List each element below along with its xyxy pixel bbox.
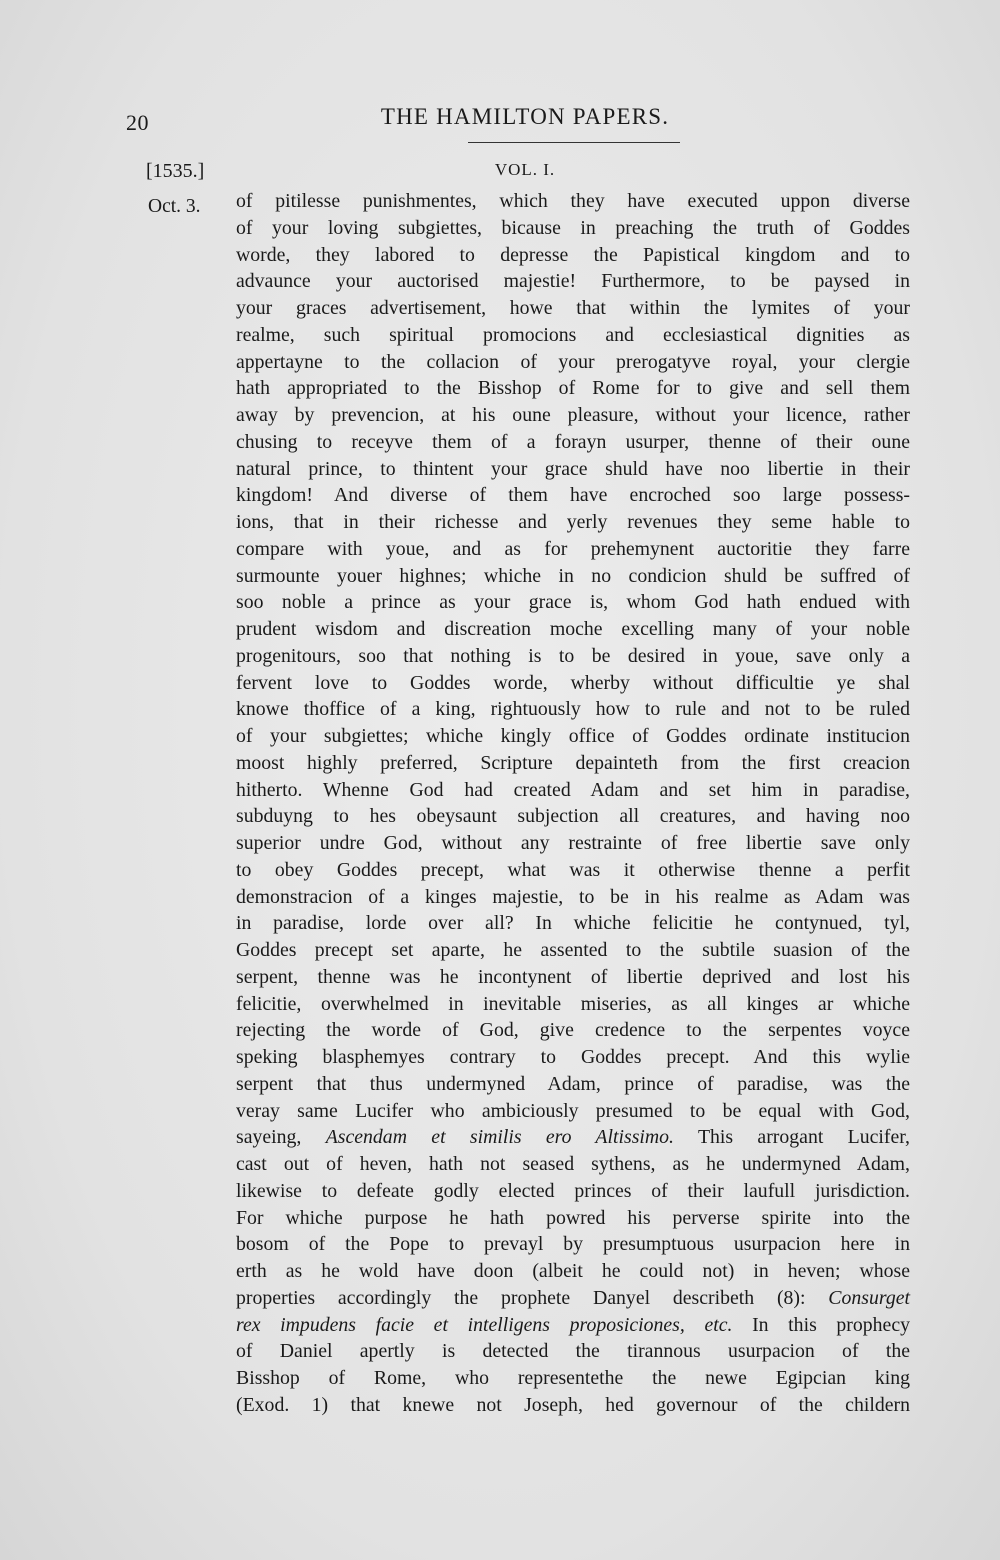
text-segment: advaunce your auctorised majestie! Furthermore, to be paysed in [236,270,910,293]
text-line [236,1285,910,1312]
page-number: 20 [126,110,149,135]
text-segment: moost highly preferred, Scripture depainteth from the first creacion [236,751,910,774]
text-line [236,482,910,509]
text-line [236,750,910,777]
text-line [236,643,910,670]
text-line [236,589,910,616]
text-segment: in paradise, lorde over all? In whiche felicitie he contynued, tyl, [236,912,910,935]
text-segment: Bisshop of Rome, who representethe the newe Egipcian king [236,1367,910,1389]
year-marker: [1535.] [146,160,205,182]
text-line [236,349,910,376]
header-rule [468,142,680,143]
body-text [236,188,910,1419]
text-segment: For whiche purpose he hath powred his perverse spirite into the [236,1206,910,1229]
text-segment: knowe thoffice of a king, rightuously how to rule and not to be ruled [236,698,910,721]
text-line [236,857,910,884]
text-segment: natural prince, to thintent your grace shuld have noo libertie in their [236,457,910,480]
text-line [236,777,910,804]
running-title: THE HAMILTON PAPERS. [380,104,670,129]
text-line [236,1151,910,1178]
text-segment: worde, they labored to depresse the Papistical kingdom and to [236,243,910,266]
text-line [236,991,910,1018]
text-segment: cast out of heven, hath not seased sythens, as he undermyned Adam, [236,1153,910,1175]
text-segment: of your subgiettes; whiche kingly office of Goddes ordinate institucion [236,725,910,747]
text-segment: surmounte youer highnes; whiche in no condicion shuld be suffred of [236,564,910,587]
text-segment: fervent love to Goddes worde, wherby without difficultie ye shal [236,671,910,694]
text-line [236,1044,910,1071]
text-line [236,723,910,750]
text-segment: serpent, thenne was he incontynent of libertie deprived and lost his [236,965,910,988]
text-line [236,670,910,697]
text-line [236,1124,910,1151]
latin-quotation: Ascendam et similis ero Altissimo. [325,1126,675,1149]
margin-date: Oct. 3. [148,196,201,217]
text-segment: of pitilesse punishmentes, which they have executed uppon diverse [236,190,910,212]
text-line [236,1071,910,1098]
text-segment: In this prophecy [732,1313,910,1336]
text-segment: properties accordingly the prophete Danyel describeth (8): [236,1286,829,1309]
text-segment: hitherto. Whenne God had created Adam and set him in paradise, [236,778,910,801]
text-line [236,429,910,456]
text-line [236,456,910,483]
text-line [236,1338,910,1365]
latin-quotation: Consurget [828,1286,910,1309]
text-line [236,884,910,911]
text-line [236,188,910,215]
text-segment: sayeing, [236,1126,326,1149]
text-line [236,696,910,723]
text-segment: subduyng to hes obeysaunt subjection all creatures, and having noo [236,805,910,828]
text-segment: hath appropriated to the Bisshop of Rome for to give and sell them [236,377,910,400]
text-line [236,402,910,429]
text-line [236,1017,910,1044]
text-line [236,937,910,964]
text-segment: kingdom! And diverse of them have encroched soo large possess- [236,484,910,507]
text-line [236,375,910,402]
text-segment: realme, such spiritual promocions and ecclesiastical dignities as [236,323,910,346]
text-line [236,536,910,563]
text-segment: to obey Goddes precept, what was it otherwise thenne a perfit [236,858,910,881]
text-line [236,1205,910,1232]
text-segment: serpent that thus undermyned Adam, prince of paradise, was the [236,1072,910,1095]
text-segment: chusing to receyve them of a forayn usurper, thenne of their oune [236,430,910,453]
text-segment: veray same Lucifer who ambiciously presumed to be equal with God, [236,1099,910,1122]
text-segment: Goddes precept set aparte, he assented to the subtile suasion of the [236,939,910,961]
text-line [236,910,910,937]
text-segment: felicitie, overwhelmed in inevitable miseries, as all kinges ar whiche [236,992,910,1015]
text-line [236,268,910,295]
text-line [236,803,910,830]
text-segment: soo noble a prince as your grace is, whom God hath endued with [236,591,910,614]
text-line [236,830,910,857]
text-segment: appertayne to the collacion of your prerogatyve royal, your clergie [236,350,910,373]
text-segment: away by prevencion, at his oune pleasure, without your licence, rather [236,404,910,426]
text-segment: superior undre God, without any restrainte of free libertie save only [236,832,910,854]
text-line [236,563,910,590]
text-segment: speking blasphemyes contrary to Goddes precept. And this wylie [236,1046,910,1068]
text-line [236,616,910,643]
text-segment: erth as he wold have doon (albeit he could not) in heven; whose [236,1260,910,1282]
text-line [236,1392,910,1419]
text-line [236,1231,910,1258]
text-segment: demonstracion of a kinges majestie, to be in his realme as Adam was [236,885,910,908]
text-line [236,322,910,349]
text-line [236,295,910,322]
text-segment: your graces advertisement, howe that within the lymites of your [236,297,910,319]
text-segment: likewise to defeate godly elected princes of their laufull jurisdiction. [236,1179,910,1202]
volume-label: VOL. I. [494,160,556,179]
text-line [236,964,910,991]
text-line [236,1365,910,1392]
text-segment: (Exod. 1) that knewe not Joseph, hed governour of the childern [236,1393,910,1416]
text-segment: ions, that in their richesse and yerly revenues they seme hable to [236,511,910,533]
text-segment: of your loving subgiettes, bicause in preaching the truth of Goddes [236,216,910,239]
text-segment: compare with youe, and as for prehemynent auctoritie they farre [236,537,910,560]
text-line [236,1312,910,1339]
text-segment: of Daniel apertly is detected the tirannous usurpacion of the [236,1340,910,1363]
text-line [236,242,910,269]
text-line [236,509,910,536]
text-segment: rejecting the worde of God, give credence to the serpentes voyce [236,1019,910,1042]
text-line [236,1258,910,1285]
text-segment: prudent wisdom and discreation moche excelling many of your noble [236,618,910,640]
text-line [236,1098,910,1125]
text-line [236,1178,910,1205]
text-segment: progenitours, soo that nothing is to be desired in youe, save only a [236,644,910,667]
text-line [236,215,910,242]
latin-quotation: rex impudens facie et intelligens proposiciones, etc. [236,1313,733,1336]
text-segment: bosom of the Pope to prevayl by presumptuous usurpacion here in [236,1233,910,1256]
text-segment: This arrogant Lucifer, [674,1126,910,1149]
